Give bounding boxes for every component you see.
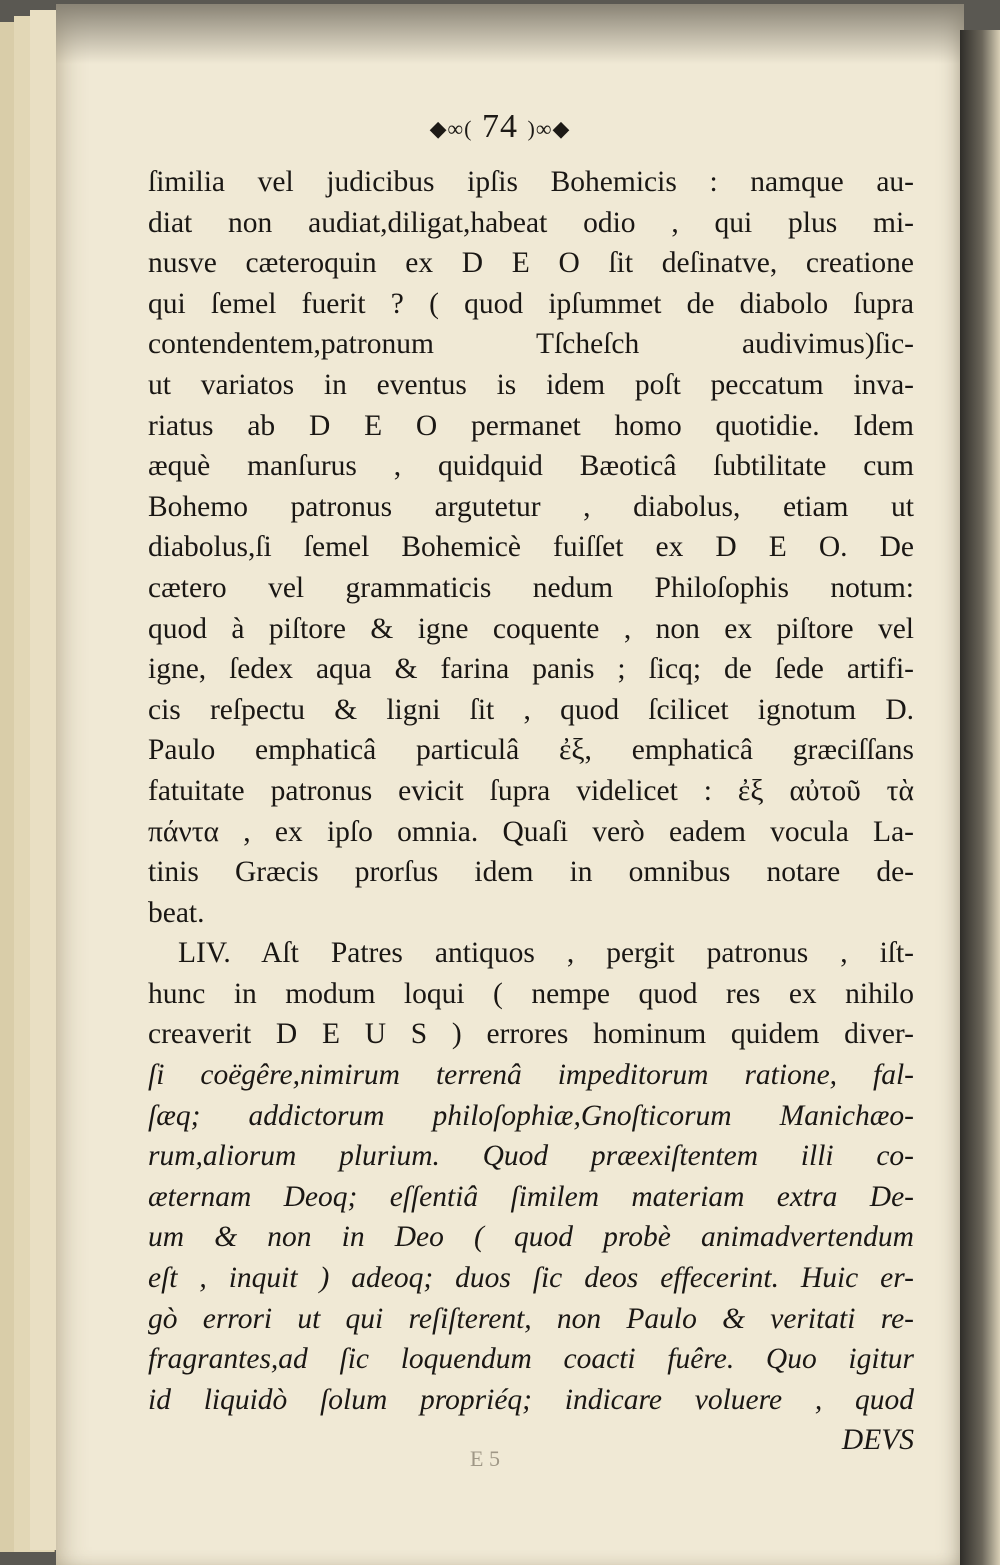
text-line: fatuitate patronus evicit ſupra videlicet : ἐξ αὐτοῦ τὰ xyxy=(148,774,914,807)
page-top-shadow xyxy=(56,4,964,64)
book-gutter xyxy=(960,30,1000,1565)
catchword: DEVS xyxy=(841,1424,914,1457)
text-line: diabolus,ſi ſemel Bohemicè fuiſſet ex D E O. De xyxy=(148,531,914,564)
text-line-italic: rum,aliorum plurium. Quod præexiſtentem illi co- xyxy=(148,1140,914,1173)
text-line-italic: um & non in Deo ( quod probè animadvertendum xyxy=(148,1221,914,1254)
text-line: æquè manſurus , quidquid Bæoticâ ſubtilitate cum xyxy=(148,450,914,483)
text-line-italic: fragrantes,ad ſic loquendum coacti fuêre. Quo igitur xyxy=(148,1343,914,1376)
text-line: nusve cæteroquin ex D E O ſit deſinatve, creatione xyxy=(148,247,914,280)
page-number xyxy=(0,108,1000,146)
text-line-italic: id liquidò ſolum propriéq; indicare voluere , quod xyxy=(148,1383,914,1416)
text-line: quod à piſtore & igne coquente , non ex piſtore vel xyxy=(148,612,914,645)
text-line: ut variatos in eventus is idem poſt peccatum inva- xyxy=(148,368,914,401)
text-line: creaverit D E U S ) errores hominum quidem diver- xyxy=(148,1018,914,1051)
text-line: ſimilia vel judicibus ipſis Bohemicis : namque au- xyxy=(148,166,914,198)
signature-mark: E 5 xyxy=(470,1446,500,1471)
body-text xyxy=(148,162,914,1461)
text-line: πάντα , ex ipſo omnia. Quaſi verò eadem vocula La- xyxy=(148,815,914,848)
section-heading-line: LIV. Aſt Patres antiquos , pergit patronus , iſt- xyxy=(178,937,914,970)
text-line: beat. xyxy=(148,896,205,929)
ornament-right-icon: )∞◆ xyxy=(527,116,571,142)
text-line-italic: eſt , inquit ) adeoq; duos ſic deos effecerint. Huic er- xyxy=(148,1262,914,1295)
text-line: igne, ſedex aqua & farina panis ; ſicq; de ſede artifi- xyxy=(148,653,914,686)
text-line: Bohemo patronus argutetur , diabolus, etiam ut xyxy=(148,490,914,523)
text-line: riatus ab D E O permanet homo quotidie. Idem xyxy=(148,409,914,442)
text-line: qui ſemel fuerit ? ( quod ipſummet de diabolo ſupra xyxy=(148,287,914,320)
text-line-italic: æternam Deoq; eſſentiâ ſimilem materiam extra De- xyxy=(148,1180,914,1213)
text-line: cætero vel grammaticis nedum Philoſophis notum: xyxy=(148,571,914,604)
text-line: contendentem,patronum Tſcheſch audivimus)ſic- xyxy=(148,328,914,361)
text-line-italic: ſæq; addictorum philoſophiæ,Gnoſticorum Manichæo- xyxy=(148,1099,914,1132)
page-number-value: 74 xyxy=(482,108,518,145)
text-line-italic: ſi coëgêre,nimirum terrenâ impeditorum ratione, fal- xyxy=(148,1059,914,1092)
text-line: diat non audiat,diligat,habeat odio , qui plus mi- xyxy=(148,206,914,239)
ornament-left-icon: ◆∞( xyxy=(429,116,473,142)
text-line: hunc in modum loqui ( nempe quod res ex nihilo xyxy=(148,977,914,1010)
text-line: Paulo emphaticâ particulâ ἐξ, emphaticâ græciſſans xyxy=(148,734,914,767)
text-line: cis reſpectu & ligni ſit , quod ſcilicet ignotum D. xyxy=(148,693,914,726)
text-line: tinis Græcis prorſus idem in omnibus notare de- xyxy=(148,856,914,889)
text-line-italic: gò errori ut qui reſiſterent, non Paulo & veritati re- xyxy=(148,1302,914,1335)
